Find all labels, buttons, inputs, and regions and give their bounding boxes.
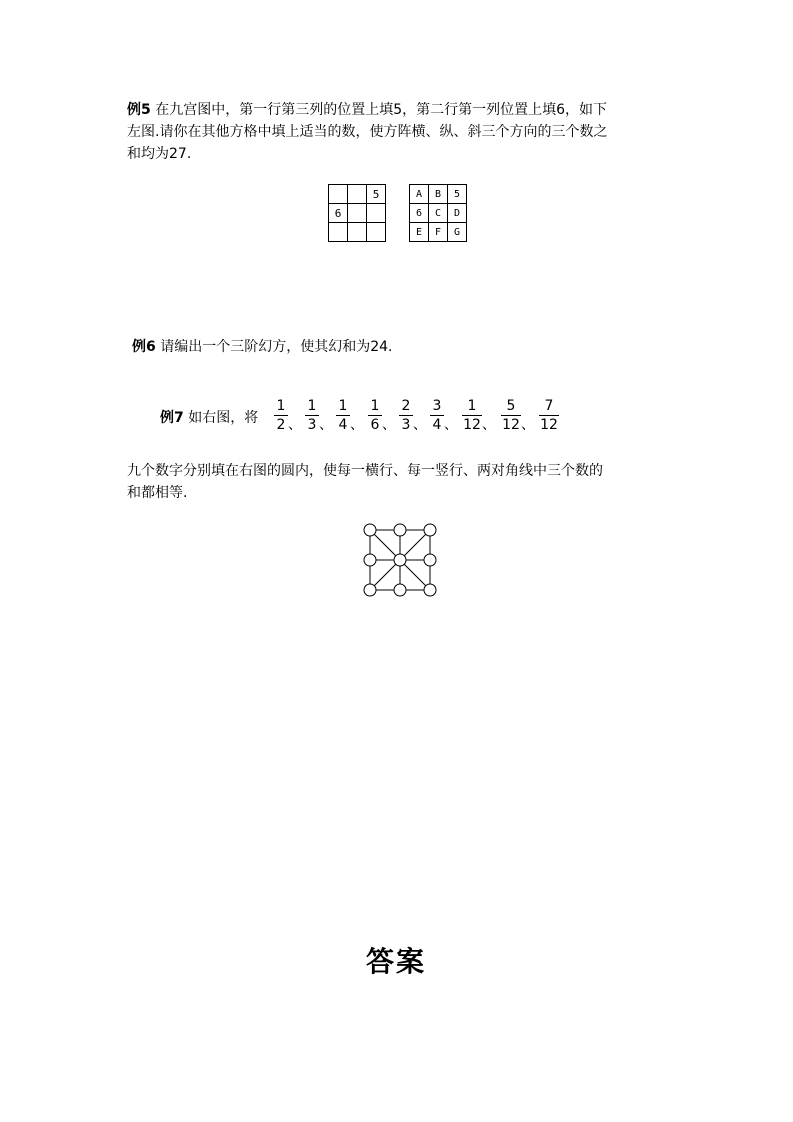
- example-7-line2: 和都相等.: [127, 485, 188, 501]
- fraction-numerator: 1: [338, 398, 348, 414]
- example-5-text: [127, 99, 687, 165]
- fraction-bar: [305, 415, 319, 416]
- grid-cell: [348, 185, 367, 204]
- fraction-bar: [399, 415, 413, 416]
- lattice-node: [424, 524, 436, 536]
- example-7-label: 例7: [160, 410, 184, 426]
- fraction-separator: 、: [413, 417, 427, 433]
- fraction-separator: 、: [319, 417, 333, 433]
- fraction-denominator: 2: [276, 417, 286, 433]
- circle-lattice-diagram: [358, 518, 442, 602]
- grid-cell: D: [448, 204, 467, 223]
- fraction-bar: [368, 415, 382, 416]
- lattice-node: [364, 584, 376, 596]
- example-7-text: [127, 460, 687, 504]
- grid-cell: B: [429, 185, 448, 204]
- fraction: [274, 398, 288, 433]
- grid-cell: A: [410, 185, 429, 204]
- lattice-node: [394, 584, 406, 596]
- fraction: [336, 398, 350, 433]
- fraction-bar: [462, 415, 482, 416]
- fraction-numerator: 1: [276, 398, 286, 414]
- fraction-numerator: 1: [307, 398, 317, 414]
- grid-row: [410, 185, 467, 204]
- lattice-node: [394, 554, 406, 566]
- fraction-bar: [274, 415, 288, 416]
- fraction-separator: 、: [444, 417, 458, 433]
- grid-cell: F: [429, 223, 448, 242]
- fraction-separator: 、: [350, 417, 364, 433]
- fraction-numerator: 1: [370, 398, 380, 414]
- fraction-denominator: 12: [502, 417, 520, 433]
- fraction: [539, 398, 559, 433]
- fraction: [501, 398, 521, 433]
- fraction-denominator: 12: [463, 417, 481, 433]
- fraction-bar: [430, 415, 444, 416]
- example-5-line3: 和均为27.: [127, 146, 192, 162]
- example-6-label: 例6: [132, 339, 156, 355]
- example-6-text: [132, 336, 392, 358]
- fraction-separator: 、: [482, 417, 496, 433]
- example-5-label: 例5: [127, 102, 151, 118]
- fraction-denominator: 3: [401, 417, 411, 433]
- fraction-numerator: 5: [506, 398, 516, 414]
- example-7-body: 如右图，将: [183, 410, 259, 426]
- example-7-line1: 九个数字分别填在右图的圆内，使每一横行、每一竖行、两对角线中三个数的: [127, 463, 603, 479]
- fraction-denominator: 6: [370, 417, 380, 433]
- answer-heading: 答案: [366, 945, 427, 978]
- example-5-line1: 在九宫图中，第一行第三列的位置上填5，第二行第一列位置上填6，如下: [150, 102, 608, 118]
- example-5-line2: 左图.请你在其他方格中填上适当的数，使方阵横、纵、斜三个方向的三个数之: [127, 124, 608, 140]
- fraction-numerator: 7: [544, 398, 554, 414]
- lattice-node: [364, 554, 376, 566]
- grid-row: [329, 223, 386, 242]
- grid-cell: [367, 204, 386, 223]
- grid-row: [329, 204, 386, 223]
- grid-cell: [348, 204, 367, 223]
- grid-cell: 5: [448, 185, 467, 204]
- grid-cell: 6: [410, 204, 429, 223]
- fraction: [399, 398, 413, 433]
- fraction-separator: 、: [382, 417, 396, 433]
- fraction-denominator: 4: [338, 417, 348, 433]
- grid-row: [410, 204, 467, 223]
- grid-cell: [329, 223, 348, 242]
- fraction-denominator: 12: [540, 417, 558, 433]
- grid-cell: G: [448, 223, 467, 242]
- nine-grid-right: [409, 184, 467, 242]
- example-7-intro: [160, 407, 258, 429]
- fraction-denominator: 4: [432, 417, 442, 433]
- fraction-bar: [336, 415, 350, 416]
- fraction: [305, 398, 319, 433]
- grid-cell: 6: [329, 204, 348, 223]
- lattice-node: [364, 524, 376, 536]
- lattice-node: [424, 584, 436, 596]
- fraction-numerator: 3: [432, 398, 442, 414]
- grid-cell: [329, 185, 348, 204]
- grid-cell: 5: [367, 185, 386, 204]
- grid-cell: E: [410, 223, 429, 242]
- grid-row: [410, 223, 467, 242]
- nine-grid-left: [328, 184, 386, 242]
- grid-cell: C: [429, 204, 448, 223]
- fraction-separator: 、: [288, 417, 302, 433]
- lattice-node: [424, 554, 436, 566]
- fraction-numerator: 1: [467, 398, 477, 414]
- fraction-denominator: 3: [307, 417, 317, 433]
- fraction: [368, 398, 382, 433]
- fraction-separator: 、: [521, 417, 535, 433]
- grid-cell: [348, 223, 367, 242]
- fraction: [430, 398, 444, 433]
- example-6-body: 请编出一个三阶幻方，使其幻和为24.: [155, 339, 393, 355]
- lattice-node: [394, 524, 406, 536]
- fraction-numerator: 2: [401, 398, 411, 414]
- grid-row: [329, 185, 386, 204]
- grid-cell: [367, 223, 386, 242]
- fraction: [462, 398, 482, 433]
- fraction-bar: [501, 415, 521, 416]
- fraction-bar: [539, 415, 559, 416]
